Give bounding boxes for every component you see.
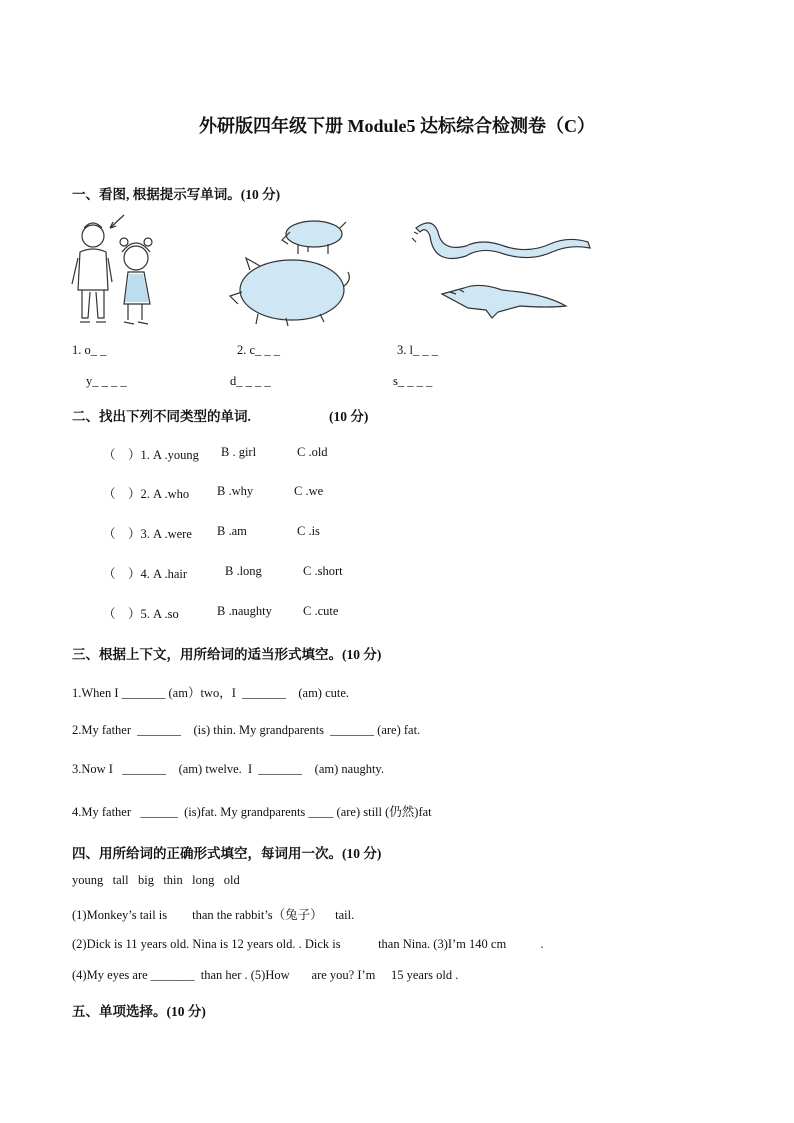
s2-item-2-c: C .we — [294, 484, 324, 498]
s4-word-bank: young tall big thin long old — [72, 873, 240, 887]
s4-line-2: (2)Dick is 11 years old. Nina is 12 years old. . Dick is than Nina. (3)I’m 140 cm . — [72, 937, 544, 951]
q1-word1: 1. o_ _ — [72, 343, 107, 357]
s2-item-5-b: B .naughty — [217, 604, 272, 618]
s3-line-1: 1.When I _______ (am）two，I _______ (am) cute. — [72, 686, 350, 700]
q1-word2: y_ _ _ _ — [86, 374, 127, 388]
s2-item-4-b: B .long — [225, 564, 262, 578]
s3-line-4: 4.My father ______ (is)fat. My grandparents ____ (are) still (仍然)fat — [72, 805, 432, 819]
old-man-and-young-girl-icon — [66, 210, 166, 330]
q3-word2: s_ _ _ _ — [393, 374, 433, 388]
s2-item-2-a: （ ）2. A .who — [103, 487, 190, 501]
s2-item-3-b: B .am — [217, 524, 247, 538]
s2-item-1-b: B . girl — [221, 445, 257, 459]
s2-item-4-c: C .short — [303, 564, 343, 578]
q3-word1: 3. l_ _ _ — [397, 343, 438, 357]
s2-item-1-c: C .old — [297, 445, 328, 459]
q2-word2: d_ _ _ _ — [230, 374, 271, 388]
section3-heading: 三、根据上下文，用所给词的适当形式填空。(10 分) — [72, 647, 382, 662]
s2-item-1-a: （ ）1. A .young — [103, 448, 199, 462]
section4-heading: 四、用所给词的正确形式填空，每词用一次。(10 分) — [72, 846, 382, 861]
s3-line-3: 3.Now I _______ (am) twelve. I _______ (am) naughty. — [72, 762, 384, 776]
section1-heading: 一、看图, 根据提示写单词。(10 分) — [72, 187, 281, 202]
long-snake-and-short-crocodile-icon — [408, 212, 594, 328]
section2-heading: 二、找出下列不同类型的单词. — [72, 409, 251, 424]
s2-item-2-b: B .why — [217, 484, 254, 498]
s2-item-4-a: （ ）4. A .hair — [103, 567, 188, 581]
s4-line-1: (1)Monkey’s tail is than the rabbit’s（兔子） tail. — [72, 908, 355, 922]
section2-score: (10 分) — [329, 409, 369, 424]
s2-item-5-c: C .cute — [303, 604, 339, 618]
s4-line-3: (4)My eyes are _______ than her . (5)How are you? I’m 15 years old . — [72, 968, 459, 982]
s2-item-3-c: C .is — [297, 524, 320, 538]
s3-line-2: 2.My father _______ (is) thin. My grandparents _______ (are) fat. — [72, 723, 421, 737]
fat-and-thin-pig-icon — [228, 210, 358, 328]
q2-word1: 2. c_ _ _ — [237, 343, 281, 357]
s2-item-3-a: （ ）3. A .were — [103, 527, 192, 541]
s2-item-5-a: （ ）5. A .so — [103, 607, 179, 621]
page-title: 外研版四年级下册 Module5 达标综合检测卷（C） — [199, 116, 595, 136]
section5-heading: 五、单项选择。(10 分) — [72, 1004, 206, 1019]
